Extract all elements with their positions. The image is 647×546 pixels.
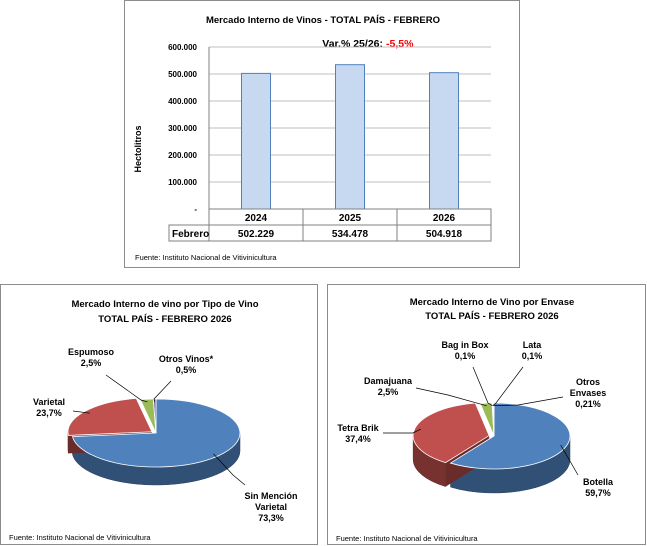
bars — [242, 65, 459, 209]
bar-chart — [125, 1, 521, 269]
pie-chart-wine-type — [1, 285, 319, 546]
pie-value-label: 0,21% — [575, 399, 601, 409]
bar-chart-title: Mercado Interno de Vinos - TOTAL PAÍS - FEBRERO — [205, 15, 441, 26]
pie-chart-wine-type-panel — [0, 284, 318, 545]
table-value: 534.478 — [331, 229, 369, 240]
pie-value-label: 0,1% — [521, 351, 543, 361]
pie-category-label: Otros Vinos* — [158, 354, 214, 364]
bar-chart-panel — [124, 0, 520, 268]
pie-category-label: Damajuana — [363, 376, 413, 386]
pie-leader-line — [106, 375, 148, 402]
table-value: 502.229 — [237, 229, 275, 240]
pie-category-label: Sin Mención — [244, 491, 298, 501]
pie1-subtitle: TOTAL PAÍS - FEBRERO 2026 — [98, 314, 232, 325]
pie-value-label: 23,7% — [36, 408, 62, 418]
pie-leader-line — [493, 367, 523, 406]
y-tick-label: 600.000 — [168, 43, 197, 52]
pie-category-label: Lata — [522, 340, 542, 350]
pie-category-label: Varietal — [254, 502, 288, 512]
table-value: 504.918 — [425, 229, 463, 240]
table-row-label: Febrero — [172, 229, 210, 240]
pie1-source: Fuente: Instituto Nacional de Vitivinicultura — [9, 533, 151, 542]
y-tick-label: 300.000 — [168, 124, 197, 133]
y-tick-label: 500.000 — [168, 70, 197, 79]
y-tick-label: 400.000 — [168, 97, 197, 106]
x-category-label: 2026 — [432, 213, 456, 224]
bar-2026 — [430, 73, 459, 209]
pie-category-label: Otros — [575, 377, 601, 387]
variation-label: Var.% 25/26: — [322, 38, 383, 50]
y-tick-label: - — [194, 205, 197, 214]
pie-chart-container-panel — [327, 284, 646, 545]
pie-value-label: 37,4% — [345, 434, 371, 444]
pie1-slices — [68, 398, 240, 485]
pie-category-label: Espumoso — [67, 347, 115, 357]
pie-value-label: 59,7% — [585, 488, 611, 498]
x-category-label: 2025 — [338, 213, 362, 224]
bar-chart-source: Fuente: Instituto Nacional de Vitivinicultura — [135, 253, 277, 262]
pie2-title: Mercado Interno de Vino por Envase — [409, 297, 575, 308]
y-tick-label: 100.000 — [168, 178, 197, 187]
pie-value-label: 73,3% — [258, 513, 284, 523]
pie-leader-line — [416, 388, 487, 406]
pie-value-label: 2,5% — [377, 387, 399, 397]
pie-leader-line — [473, 367, 492, 406]
pie2-subtitle: TOTAL PAÍS - FEBRERO 2026 — [425, 311, 559, 322]
pie-category-label: Tetra Brik — [337, 423, 379, 433]
y-tick-label: 200.000 — [168, 151, 197, 160]
pie-category-label: Envases — [569, 388, 607, 398]
x-category-label: 2024 — [244, 213, 268, 224]
pie-slice-varietal — [68, 398, 152, 435]
y-axis-ticks — [168, 43, 197, 214]
pie2-source: Fuente: Instituto Nacional de Vitivinicultura — [336, 534, 478, 543]
variation-value: -5,5% — [386, 38, 414, 50]
pie2-slices — [413, 403, 570, 493]
data-table — [169, 209, 491, 241]
pie-category-label: Varietal — [32, 397, 66, 407]
pie-chart-container — [328, 285, 647, 546]
pie-category-label: Botella — [582, 477, 614, 487]
pie-category-label: Bag in Box — [441, 340, 489, 350]
bar-2025 — [336, 65, 365, 209]
bar-2024 — [242, 73, 271, 209]
pie1-title: Mercado Interno de vino por Tipo de Vino — [71, 299, 259, 310]
pie-value-label: 2,5% — [80, 358, 102, 368]
pie-value-label: 0,5% — [175, 365, 197, 375]
y-axis-label: Hectolitros — [133, 125, 143, 173]
pie-value-label: 0,1% — [454, 351, 476, 361]
